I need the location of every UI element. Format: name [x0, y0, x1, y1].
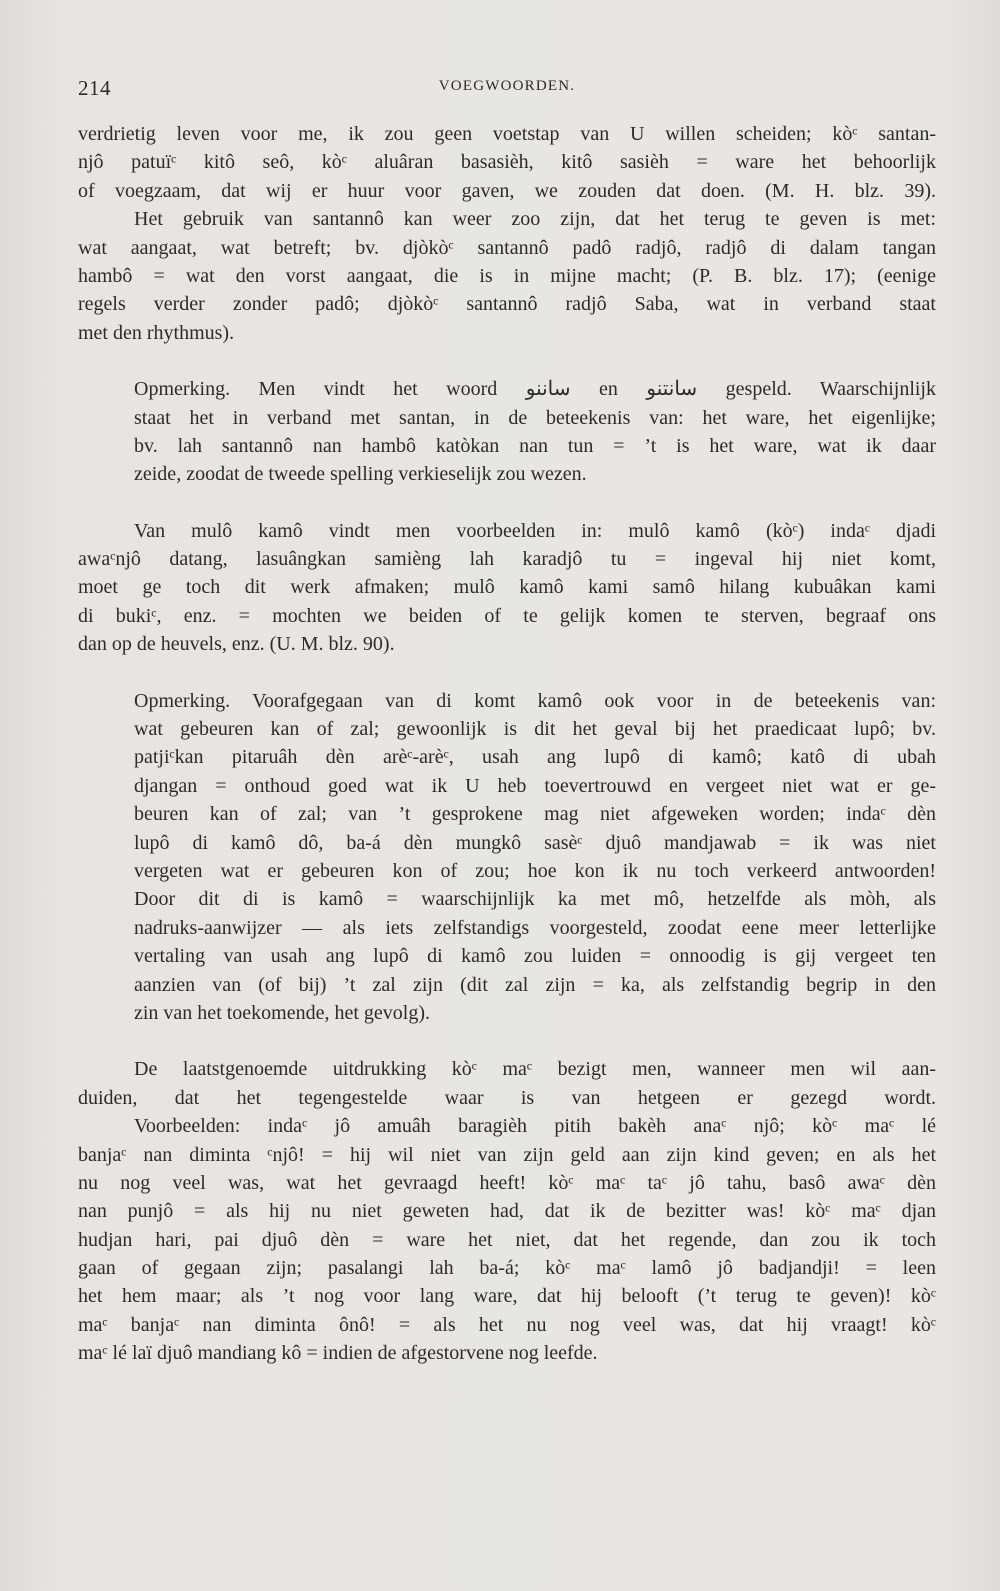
text-line: banjaᶜ nan diminta ᶜnjô! = hij wil niet van zijn geld aan zijn kind geven; en als het: [78, 1143, 936, 1166]
running-head: VOEGWOORDEN.: [438, 78, 576, 94]
body-text: [78, 120, 936, 1368]
text-line: Opmerking. Men vindt het woord ساننو en سانتنو gespeld. Waarschijnlijk: [134, 378, 936, 401]
text-line: regels verder zonder padô; djòkòᶜ santannô radjô Saba, wat in verband staat: [78, 293, 936, 316]
paragraph-gap: [78, 659, 936, 687]
text-line: lupô di kamô dô, ba-á dèn mungkô sasèᶜ djuô mandjawab = ik was niet: [134, 831, 936, 854]
page-header: [78, 76, 936, 100]
text-line: awaᶜnjô datang, lasuângkan samièng lah karadjô tu = ingeval hij niet komt,: [78, 548, 936, 571]
text-line: verdrietig leven voor me, ik zou geen voetstap van U willen scheiden; kòᶜ santan-: [78, 123, 936, 145]
text-line: vergeten wat er gebeuren kon of zou; hoe kon ik nu toch verkeerd antwoorden!: [134, 859, 936, 882]
text-line: nu nog veel was, wat het gevraagd heeft! kòᶜ maᶜ taᶜ jô tahu, basô awaᶜ dèn: [78, 1171, 936, 1194]
text-line: zeide, zoodat de tweede spelling verkieselijk zou wezen.: [134, 463, 587, 486]
paragraph-gap: [78, 1027, 936, 1055]
text-line: Van mulô kamô vindt men voorbeelden in: mulô kamô (kòᶜ) indaᶜ djadi: [134, 519, 936, 542]
paragraph-mulo-kamo: [78, 517, 936, 659]
text-line: patjiᶜkan pitaruâh dèn arèᶜ-arèᶜ, usah ang lupô di kamô; katô di ubah: [134, 746, 936, 769]
text-line: bv. lah santannô nan hambô katòkan nan tun = ’t is het ware, wat ik daar: [134, 434, 936, 457]
text-line: dan op de heuvels, enz. (U. M. blz. 90).: [78, 633, 395, 656]
text-line: hambô = wat den vorst aangaat, die is in mijne macht; (P. B. blz. 17); (eenige: [78, 264, 936, 287]
text-line: aanzien van (of bij) ’t zal zijn (dit zal zijn = ka, als zelfstandig begrip in den: [134, 973, 936, 996]
text-line: vertaling van usah ang lupô di kamô zou luiden = onnoodig is gij vergeet ten: [134, 945, 936, 968]
paragraph-ko-ma: [78, 1055, 936, 1367]
text-line: wat aangaat, wat betreft; bv. djòkòᶜ santannô padô radjô, radjô di dalam tangan: [78, 236, 936, 259]
text-line: of voegzaam, dat wij er huur voor gaven, we zouden dat doen. (M. H. blz. 39).: [78, 179, 936, 202]
text-line: wat gebeuren kan of zal; gewoonlijk is dit het geval bij het praedicaat lupô; bv.: [134, 718, 936, 741]
paragraph-opmerking-kamo: [78, 687, 936, 1028]
text-line: Voorbeelden: indaᶜ jô amuâh baragièh pitih bakèh anaᶜ njô; kòᶜ maᶜ lé: [134, 1115, 936, 1138]
page-number: 214: [78, 76, 111, 100]
text-line: zin van het toekomende, het gevolg).: [134, 1001, 431, 1024]
text-line: De laatstgenoemde uitdrukking kòᶜ maᶜ bezigt men, wanneer men wil aan-: [134, 1058, 936, 1081]
paragraph-gap: [78, 489, 936, 517]
text-line: djangan = onthoud goed wat ik U heb toevertrouwd en vergeet niet wat er ge-: [134, 774, 936, 797]
text-line: gaan of gegaan zijn; pasalangi lah ba-á; kòᶜ maᶜ lamô jô badjandji! = leen: [78, 1257, 936, 1280]
text-line: njô patuïᶜ kitô seô, kòᶜ aluâran basasièh, kitô sasièh = ware het behoorlijk: [78, 151, 936, 174]
text-line: nadruks-aanwijzer — als iets zelfstandigs voorgesteld, zoodat eene meer letterlijke: [134, 916, 936, 939]
text-line: beuren kan of zal; van ’t gesprokene mag niet afgeweken worden; indaᶜ dèn: [134, 803, 936, 826]
text-line: nan punjô = als hij nu niet geweten had, dat ik de bezitter was! kòᶜ maᶜ djan: [78, 1200, 936, 1223]
text-line: hudjan hari, pai djuô dèn = ware het niet, dat het regende, dan zou ik toch: [78, 1228, 936, 1251]
text-line: Het gebruik van santannô kan weer zoo zijn, dat het terug te geven is met:: [134, 208, 936, 231]
text-line: het hem maar; als ’t nog voor lang ware, dat hij belooft (’t terug te geven)! kòᶜ: [78, 1285, 936, 1308]
text-line: moet ge toch dit werk afmaken; mulô kamô kami samô hilang kubuâkan kami: [78, 576, 936, 599]
paragraph-santanno: [78, 120, 936, 347]
text-line: Opmerking. Voorafgegaan van di komt kamô ook voor in de beteekenis van:: [134, 689, 936, 712]
text-line: staat het in verband met santan, in de beteekenis van: het ware, het eigenlijke;: [134, 406, 936, 429]
text-line: maᶜ banjaᶜ nan diminta ônô! = als het nu nog veel was, dat hij vraagt! kòᶜ: [78, 1313, 936, 1336]
text-line: met den rhythmus).: [78, 321, 235, 344]
text-line: Door dit di is kamô = waarschijnlijk ka met mô, hetzelfde als mòh, als: [134, 888, 936, 911]
paragraph-gap: [78, 347, 936, 375]
text-line: maᶜ lé laï djuô mandiang kô = indien de afgestorvene nog leefde.: [78, 1342, 598, 1365]
text-line: di bukiᶜ, enz. = mochten we beiden of te gelijk komen te sterven, begraaf ons: [78, 604, 936, 627]
text-line: duiden, dat het tegengestelde waar is van hetgeen er gezegd wordt.: [78, 1086, 936, 1109]
paragraph-opmerking-spelling: [78, 375, 936, 489]
